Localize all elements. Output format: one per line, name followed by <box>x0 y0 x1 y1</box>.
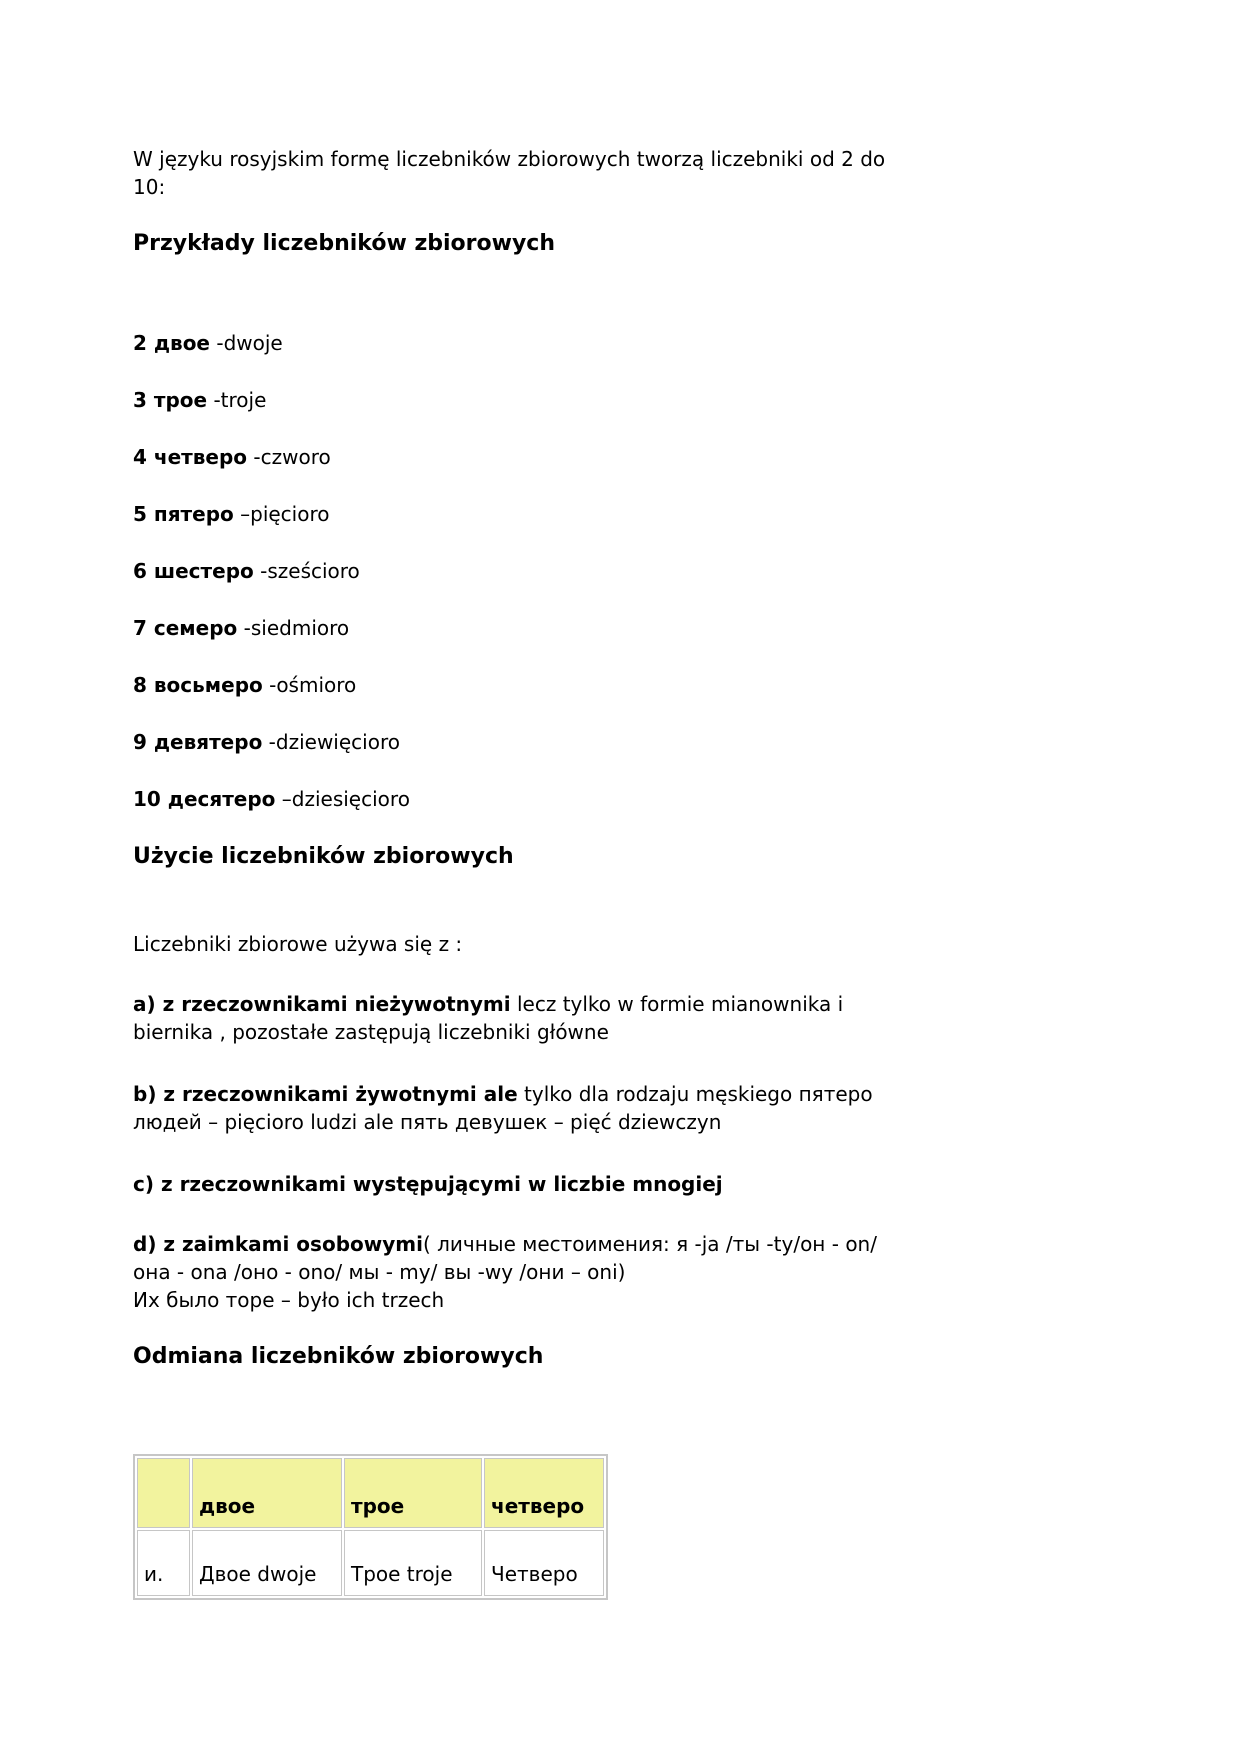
example-number-russian: 10 десятеро <box>133 787 276 811</box>
example-number-russian: 5 пятеро <box>133 502 234 526</box>
example-number-russian: 6 шестеро <box>133 559 254 583</box>
example-number-russian: 9 девятеро <box>133 730 263 754</box>
usage-point-text: biernika , pozostałe zastępują liczebniki główne <box>133 1020 609 1044</box>
example-item-10 <box>133 785 1075 813</box>
usage-intro: Liczebniki zbiorowe używa się z : <box>133 932 463 956</box>
table-header-cell-dvoe: двое <box>192 1458 342 1528</box>
example-number-russian: 4 четверо <box>133 445 248 469</box>
example-item-3 <box>133 386 1075 414</box>
example-item-5 <box>133 500 1075 528</box>
table-header-row <box>137 1458 604 1528</box>
table-cell-case: и. <box>137 1530 190 1596</box>
example-polish: -sześcioro <box>253 559 360 583</box>
intro-paragraph <box>133 145 1075 201</box>
example-item-7 <box>133 614 1075 642</box>
example-item-9 <box>133 728 1075 756</box>
example-number-russian: 2 двое <box>133 331 210 355</box>
table-cell-dvoe: Двое dwoje <box>192 1530 342 1596</box>
example-item-2 <box>133 329 1075 357</box>
intro-line: W języku rosyjskim formę liczebników zbiorowych tworzą liczebniki od 2 do <box>133 147 886 171</box>
usage-example-sentence: Их было торе – było ich trzech <box>133 1288 445 1312</box>
example-polish: -ośmioro <box>262 673 357 697</box>
example-number-russian: 8 восьмеро <box>133 673 263 697</box>
example-polish: -troje <box>207 388 267 412</box>
usage-heading: Użycie liczebników zbiorowych <box>133 844 514 869</box>
usage-point-a <box>133 990 1075 1046</box>
usage-point-text: lecz tylko w formie mianownika i <box>510 992 844 1016</box>
example-item-6 <box>133 557 1075 585</box>
usage-point-text: она - ona /оно - ono/ мы - my/ вы -wy /они – oni) <box>133 1260 626 1284</box>
usage-point-label: a) z rzeczownikami nieżywotnymi <box>133 992 511 1016</box>
table-header-cell-empty <box>137 1458 190 1528</box>
example-item-4 <box>133 443 1075 471</box>
declension-heading: Odmiana liczebników zbiorowych <box>133 1344 544 1369</box>
usage-point-text: людей – pięcioro ludzi ale пять девушек – pięć dziewczyn <box>133 1110 722 1134</box>
usage-point-label: d) z zaimkami osobowymi <box>133 1232 423 1256</box>
examples-heading: Przykłady liczebników zbiorowych <box>133 231 555 256</box>
table-header-cell-chetvero: четверо <box>484 1458 604 1528</box>
table-row-nominative <box>137 1530 604 1596</box>
intro-line: 10: <box>133 175 166 199</box>
declension-table <box>133 1454 608 1600</box>
example-number-russian: 3 трое <box>133 388 208 412</box>
usage-point-c <box>133 1170 1075 1198</box>
usage-point-text: ( личные местоимения: я -ja /ты -ty/он - on/ <box>422 1232 877 1256</box>
table-header-cell-troe: трое <box>344 1458 482 1528</box>
table-cell-troe: Трое troje <box>344 1530 482 1596</box>
example-item-8 <box>133 671 1075 699</box>
usage-point-label: c) z rzeczownikami występującymi w liczbie mnogiej <box>133 1172 723 1196</box>
example-polish: -siedmioro <box>237 616 350 640</box>
usage-point-b <box>133 1080 1075 1136</box>
usage-point-label: b) z rzeczownikami żywotnymi ale <box>133 1082 518 1106</box>
example-number-russian: 7 семеро <box>133 616 238 640</box>
table-cell-chetvero: Четверо <box>484 1530 604 1596</box>
example-polish: -czworo <box>247 445 331 469</box>
example-polish: -dziewięcioro <box>262 730 400 754</box>
example-polish: –pięcioro <box>233 502 330 526</box>
example-polish: -dwoje <box>210 331 283 355</box>
usage-point-d <box>133 1230 1075 1314</box>
example-polish: –dziesięcioro <box>275 787 410 811</box>
usage-point-text: tylko dla rodzaju męskiego пятеро <box>517 1082 873 1106</box>
